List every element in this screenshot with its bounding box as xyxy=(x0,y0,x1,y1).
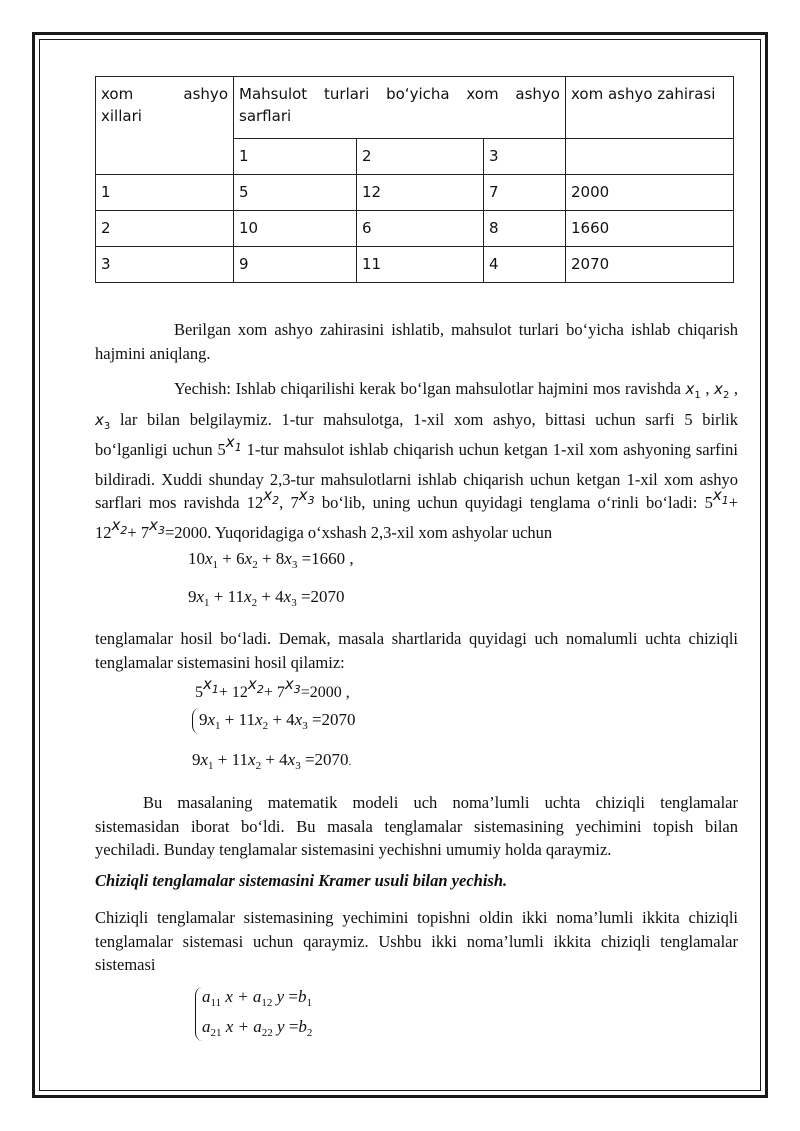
cell-material: 2 xyxy=(96,211,234,247)
system-eq3: $9x_1 + 11x_2 + 4x_3 =2070$. xyxy=(192,750,352,772)
cell-p1: 10 xyxy=(234,211,357,247)
after-equations-paragraph: tenglamalar hosil bo‘ladi. Demak, masala shartlarida quyidagi uch nomalumli uchta chiziqli tenglamalar sistemasini hosil qilamiz: xyxy=(95,629,738,672)
model-paragraph: Bu masalaning matematik modeli uch noma’lumli uchta chiziqli tenglamalar sistemasidan iborat bo‘ldi. Bu masala tenglamalar sistemasining yechimini topish bilan yechiladi. Bunday tenglamalar sistemasini yechishni umumiy holda qaraymiz. xyxy=(95,793,738,859)
cell-p2: 6 xyxy=(357,211,484,247)
kramer-paragraph: Chiziqli tenglamalar sistemasining yechimini topishni oldin ikki noma’lumli ikkita chiziqli tenglamalar sistemasi uchun qaraymiz. Ushbu ikki noma’lumli ikkita chiziqli tenglamalar sistemasi xyxy=(95,908,738,974)
section-heading: Chiziqli tenglamalar sistemasini Kramer usuli bilan yechish. xyxy=(95,871,508,890)
equation-row3: $9x_1 + 11x_2 + 4x_3 =2070$ xyxy=(188,587,345,609)
cell-stock: 2000 xyxy=(566,175,734,211)
table-header-row xyxy=(96,77,734,139)
solution-paragraph: Yechish: Ishlab chiqarilishi kerak bo‘lgan mahsulotlar hajmini mos ravishda $x_1$ , $x_2$ , $x_3$ lar bilan belgilaymiz. 1-tur mahsulotga, 1-xil xom ashyo, bittasi uchun sarfi 5 birlik bo‘lganligi uchun $5x_1$ 1-tur mahsulot ishlab chiqarish uchun ketgan 1-xil xom ashyoning sarfini bildiradi. Xuddi shunday 2,3-tur mahsulotlarni ishlab chiqarish uchun ketgan 1-xil xom ashyo sarflari mos ravishda $12x_2$, $7x_3$ bo‘lib, uning uchun quyidagi tenglama o‘rinli bo‘ladi: $5x_1+ 12x_2+ 7x_3=2000$. Yuqoridagiga o‘xshash 2,3-xil xom ashyolar uchun xyxy=(95,379,739,542)
raw-material-table xyxy=(95,76,734,283)
task-paragraph: Berilgan xom ashyo zahirasini ishlatib, mahsulot turlari bo‘yicha ishlab chiqarish hajmini aniqlang. xyxy=(95,320,738,363)
cell-p2: 12 xyxy=(357,175,484,211)
cell-material: 1 xyxy=(96,175,234,211)
header-consumption: Mahsulot turlari bo‘yicha xom ashyo sarflari xyxy=(234,77,566,139)
var-x2: $x_2$ xyxy=(714,380,730,401)
var-x3: $x_3$ xyxy=(95,410,111,432)
equation-row2: $10x_1 + 6x_2 + 8x_3 =1660$ , xyxy=(188,549,354,571)
cell-p3: 7 xyxy=(484,175,566,211)
header-stock: xom ashyo zahirasi xyxy=(566,77,734,139)
kramer-eq1: $a_{11}$ $x + a_{12}$ $y =b_1$ xyxy=(202,987,313,1009)
cell-p3: 4 xyxy=(484,247,566,283)
var-x1: $x_1$ xyxy=(685,380,701,401)
product-col-3: 3 xyxy=(484,139,566,175)
kramer-system-brace xyxy=(195,987,202,1041)
cell-stock: 2070 xyxy=(566,247,734,283)
table-row xyxy=(96,211,734,247)
system-brace xyxy=(192,708,199,734)
cell-p2: 11 xyxy=(357,247,484,283)
table-row xyxy=(96,175,734,211)
kramer-eq2: $a_{21}$ $x + a_{22}$ $y =b_2$ xyxy=(202,1017,313,1039)
cell-p3: 8 xyxy=(484,211,566,247)
system-eq1: $5x_1+ 12x_2+ 7x_3=2000$ , xyxy=(195,675,350,701)
cell-material: 3 xyxy=(96,247,234,283)
table-row xyxy=(96,247,734,283)
product-col-1: 1 xyxy=(234,139,357,175)
cell-p1: 9 xyxy=(234,247,357,283)
empty-cell xyxy=(566,139,734,175)
cell-stock: 1660 xyxy=(566,211,734,247)
cell-p1: 5 xyxy=(234,175,357,211)
product-col-2: 2 xyxy=(357,139,484,175)
header-raw-material-types: xom ashyo xillari xyxy=(96,77,234,175)
system-eq2: $9x_1 + 11x_2 + 4x_3 =2070$ xyxy=(199,710,356,732)
